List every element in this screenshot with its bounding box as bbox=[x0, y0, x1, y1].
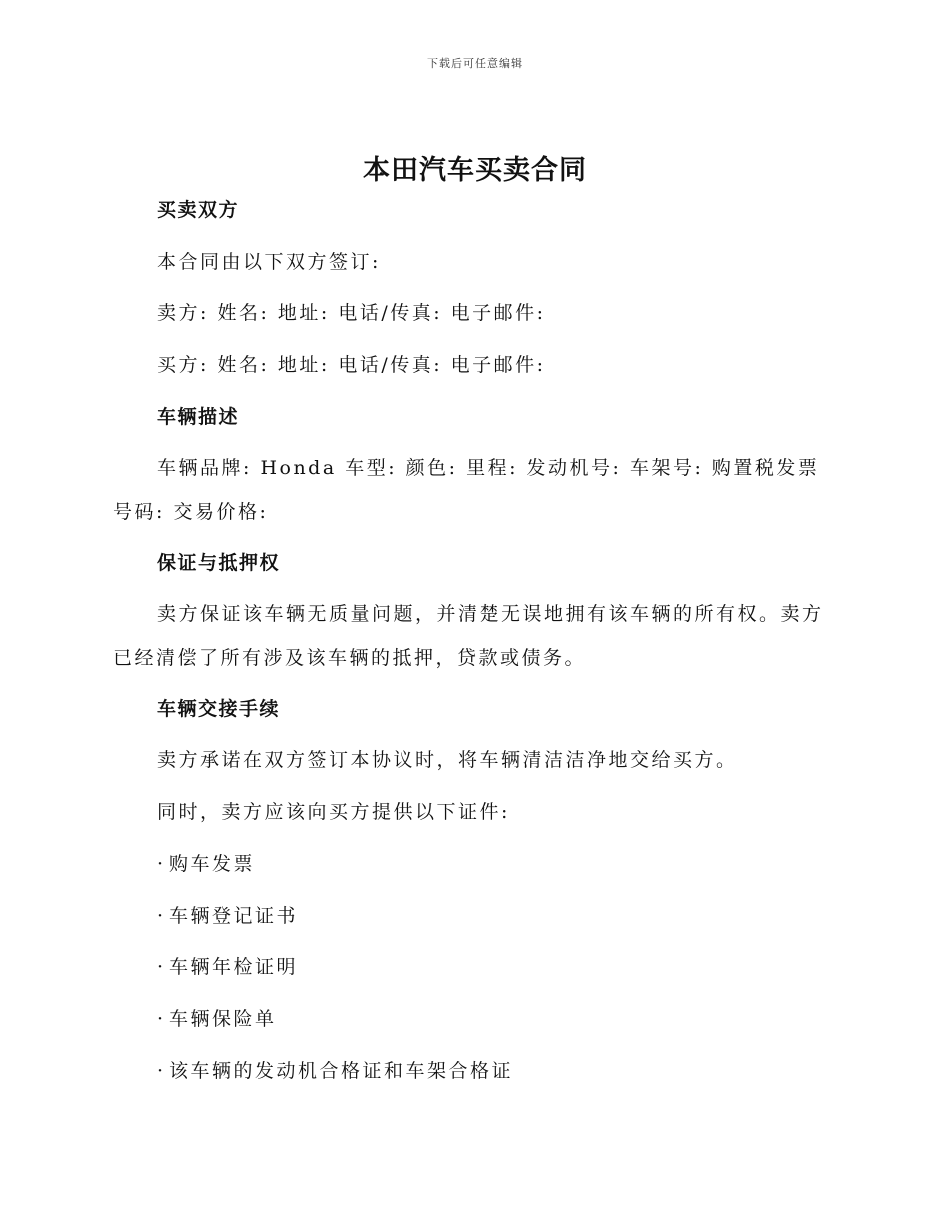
buyer-info-line: 买方: 姓名: 地址: 电话/传真: 电子邮件: bbox=[157, 354, 546, 376]
list-item bbox=[157, 851, 255, 877]
bullet-icon: · bbox=[157, 853, 166, 875]
document-title: 本田汽车买卖合同 bbox=[363, 155, 587, 186]
handover-paragraph-2: 同时，卖方应该向买方提供以下证件: bbox=[157, 801, 510, 823]
list-item bbox=[157, 954, 298, 980]
section-heading-handover: 车辆交接手续 bbox=[157, 698, 281, 720]
parties-intro: 本合同由以下双方签订: bbox=[157, 251, 381, 273]
list-item bbox=[157, 903, 298, 929]
bullet-icon: · bbox=[157, 1008, 166, 1030]
section-heading-parties: 买卖双方 bbox=[157, 199, 240, 221]
header-note: 下载后可任意编辑 bbox=[427, 57, 523, 70]
bullet-icon: · bbox=[157, 905, 166, 927]
seller-info-line: 卖方: 姓名: 地址: 电话/传真: 电子邮件: bbox=[157, 302, 546, 324]
bullet-icon: · bbox=[157, 1060, 166, 1082]
section-heading-warranty: 保证与抵押权 bbox=[157, 552, 281, 574]
list-item-label: 车辆年检证明 bbox=[169, 956, 299, 978]
vehicle-description-paragraph: 车辆品牌: Honda 车型: 颜色: 里程: 发动机号: 车架号: 购置税发票号码: 交易价格: bbox=[113, 457, 820, 523]
list-item-label: 车辆登记证书 bbox=[169, 905, 299, 927]
handover-paragraph-1: 卖方承诺在双方签订本协议时，将车辆清洁洁净地交给买方。 bbox=[157, 749, 738, 771]
list-item bbox=[157, 1058, 513, 1084]
list-item-label: 该车辆的发动机合格证和车架合格证 bbox=[169, 1060, 514, 1082]
bullet-icon: · bbox=[157, 956, 166, 978]
list-item bbox=[157, 1006, 277, 1032]
list-item-label: 车辆保险单 bbox=[169, 1008, 277, 1030]
warranty-paragraph: 卖方保证该车辆无质量问题，并清楚无误地拥有该车辆的所有权。卖方已经清偿了所有涉及该车辆的抵押，贷款或债务。 bbox=[113, 603, 824, 669]
section-heading-vehicle: 车辆描述 bbox=[157, 406, 240, 428]
list-item-label: 购车发票 bbox=[169, 853, 256, 875]
